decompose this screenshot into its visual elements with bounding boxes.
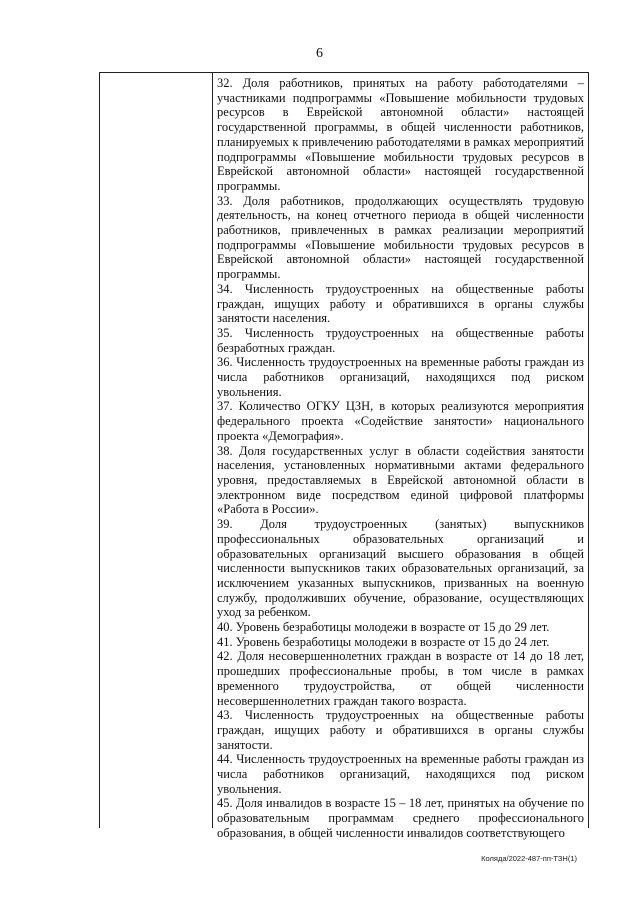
indicator-item-36: 36. Численность трудоустроенных на временные работы граждан из числа работников организаций, находящихся под риском увольнения. — [217, 355, 584, 399]
indicator-item-43: 43. Численность трудоустроенных на общественные работы граждан, ищущих работу и обратившихся в органы службы занятости. — [217, 708, 584, 752]
indicator-item-33: 33. Доля работников, продолжающих осуществлять трудовую деятельность, на конец отчетного периода в общей численности работников, привлеченных в рамках реализации мероприятий подпрограммы «Повышение мобильности трудовых ресурсов в Еврейской автономной области» настоящей государственной программы. — [217, 193, 584, 282]
indicator-item-37: 37. Количество ОГКУ ЦЗН, в которых реализуются мероприятия федерального проекта «Содействие занятости» национального проекта «Демография». — [217, 399, 584, 443]
indicator-list — [217, 76, 584, 840]
page-number: 6 — [316, 46, 323, 61]
indicator-item-42: 42. Доля несовершеннолетних граждан в возрасте от 14 до 18 лет, прошедших профессиональные пробы, в том числе в рамках временного трудоустройства, от общей численности несовершеннолетних граждан такого возраста. — [217, 649, 584, 708]
indicator-item-45: 45. Доля инвалидов в возрасте 15 – 18 лет, принятых на обучение по образовательным программам среднего профессионального образования, в общей численности инвалидов соответствующего — [217, 796, 584, 840]
document-footer-code: Коляда/2022-487-пп-ТЗН(1) — [481, 854, 577, 863]
indicator-item-35: 35. Численность трудоустроенных на общественные работы безработных граждан. — [217, 325, 584, 355]
table-column-divider — [212, 72, 213, 828]
indicator-item-38: 38. Доля государственных услуг в области содействия занятости населения, установленных нормативными актами федерального уровня, предоставляемых в Еврейской автономной области в электронном виде посредством единой цифровой платформы «Работа в России». — [217, 443, 584, 517]
indicator-item-34: 34. Численность трудоустроенных на общественные работы граждан, ищущих работу и обратившихся в органы службы занятости населения. — [217, 281, 584, 326]
indicator-item-39: 39. Доля трудоустроенных (занятых) выпускников профессиональных образовательных организаций и образовательных организаций высшего образования в общей численности выпускников таких образовательных организаций, за исключением указанных выпускников, призванных на военную службу, продолживших обучение, образование, осуществляющих уход за ребенком. — [217, 517, 584, 620]
indicator-item-32: 32. Доля работников, принятых на работу работодателями – участниками подпрограммы «Повышение мобильности трудовых ресурсов в Еврейской автономной области» настоящей государственной программы, в общей численности работников, планируемых к привлечению работодателями в рамках мероприятий подпрограммы «Повышение мобильности трудовых ресурсов в Еврейской автономной области» настоящей государственной программы. — [217, 76, 584, 193]
indicator-item-44: 44. Численность трудоустроенных на временные работы граждан из числа работников организаций, находящихся под риском увольнения. — [217, 752, 584, 796]
indicator-item-40: 40. Уровень безработицы молодежи в возрасте от 15 до 29 лет. — [217, 620, 550, 635]
indicator-item-41: 41. Уровень безработицы молодежи в возрасте от 15 до 24 лет. — [217, 634, 550, 649]
